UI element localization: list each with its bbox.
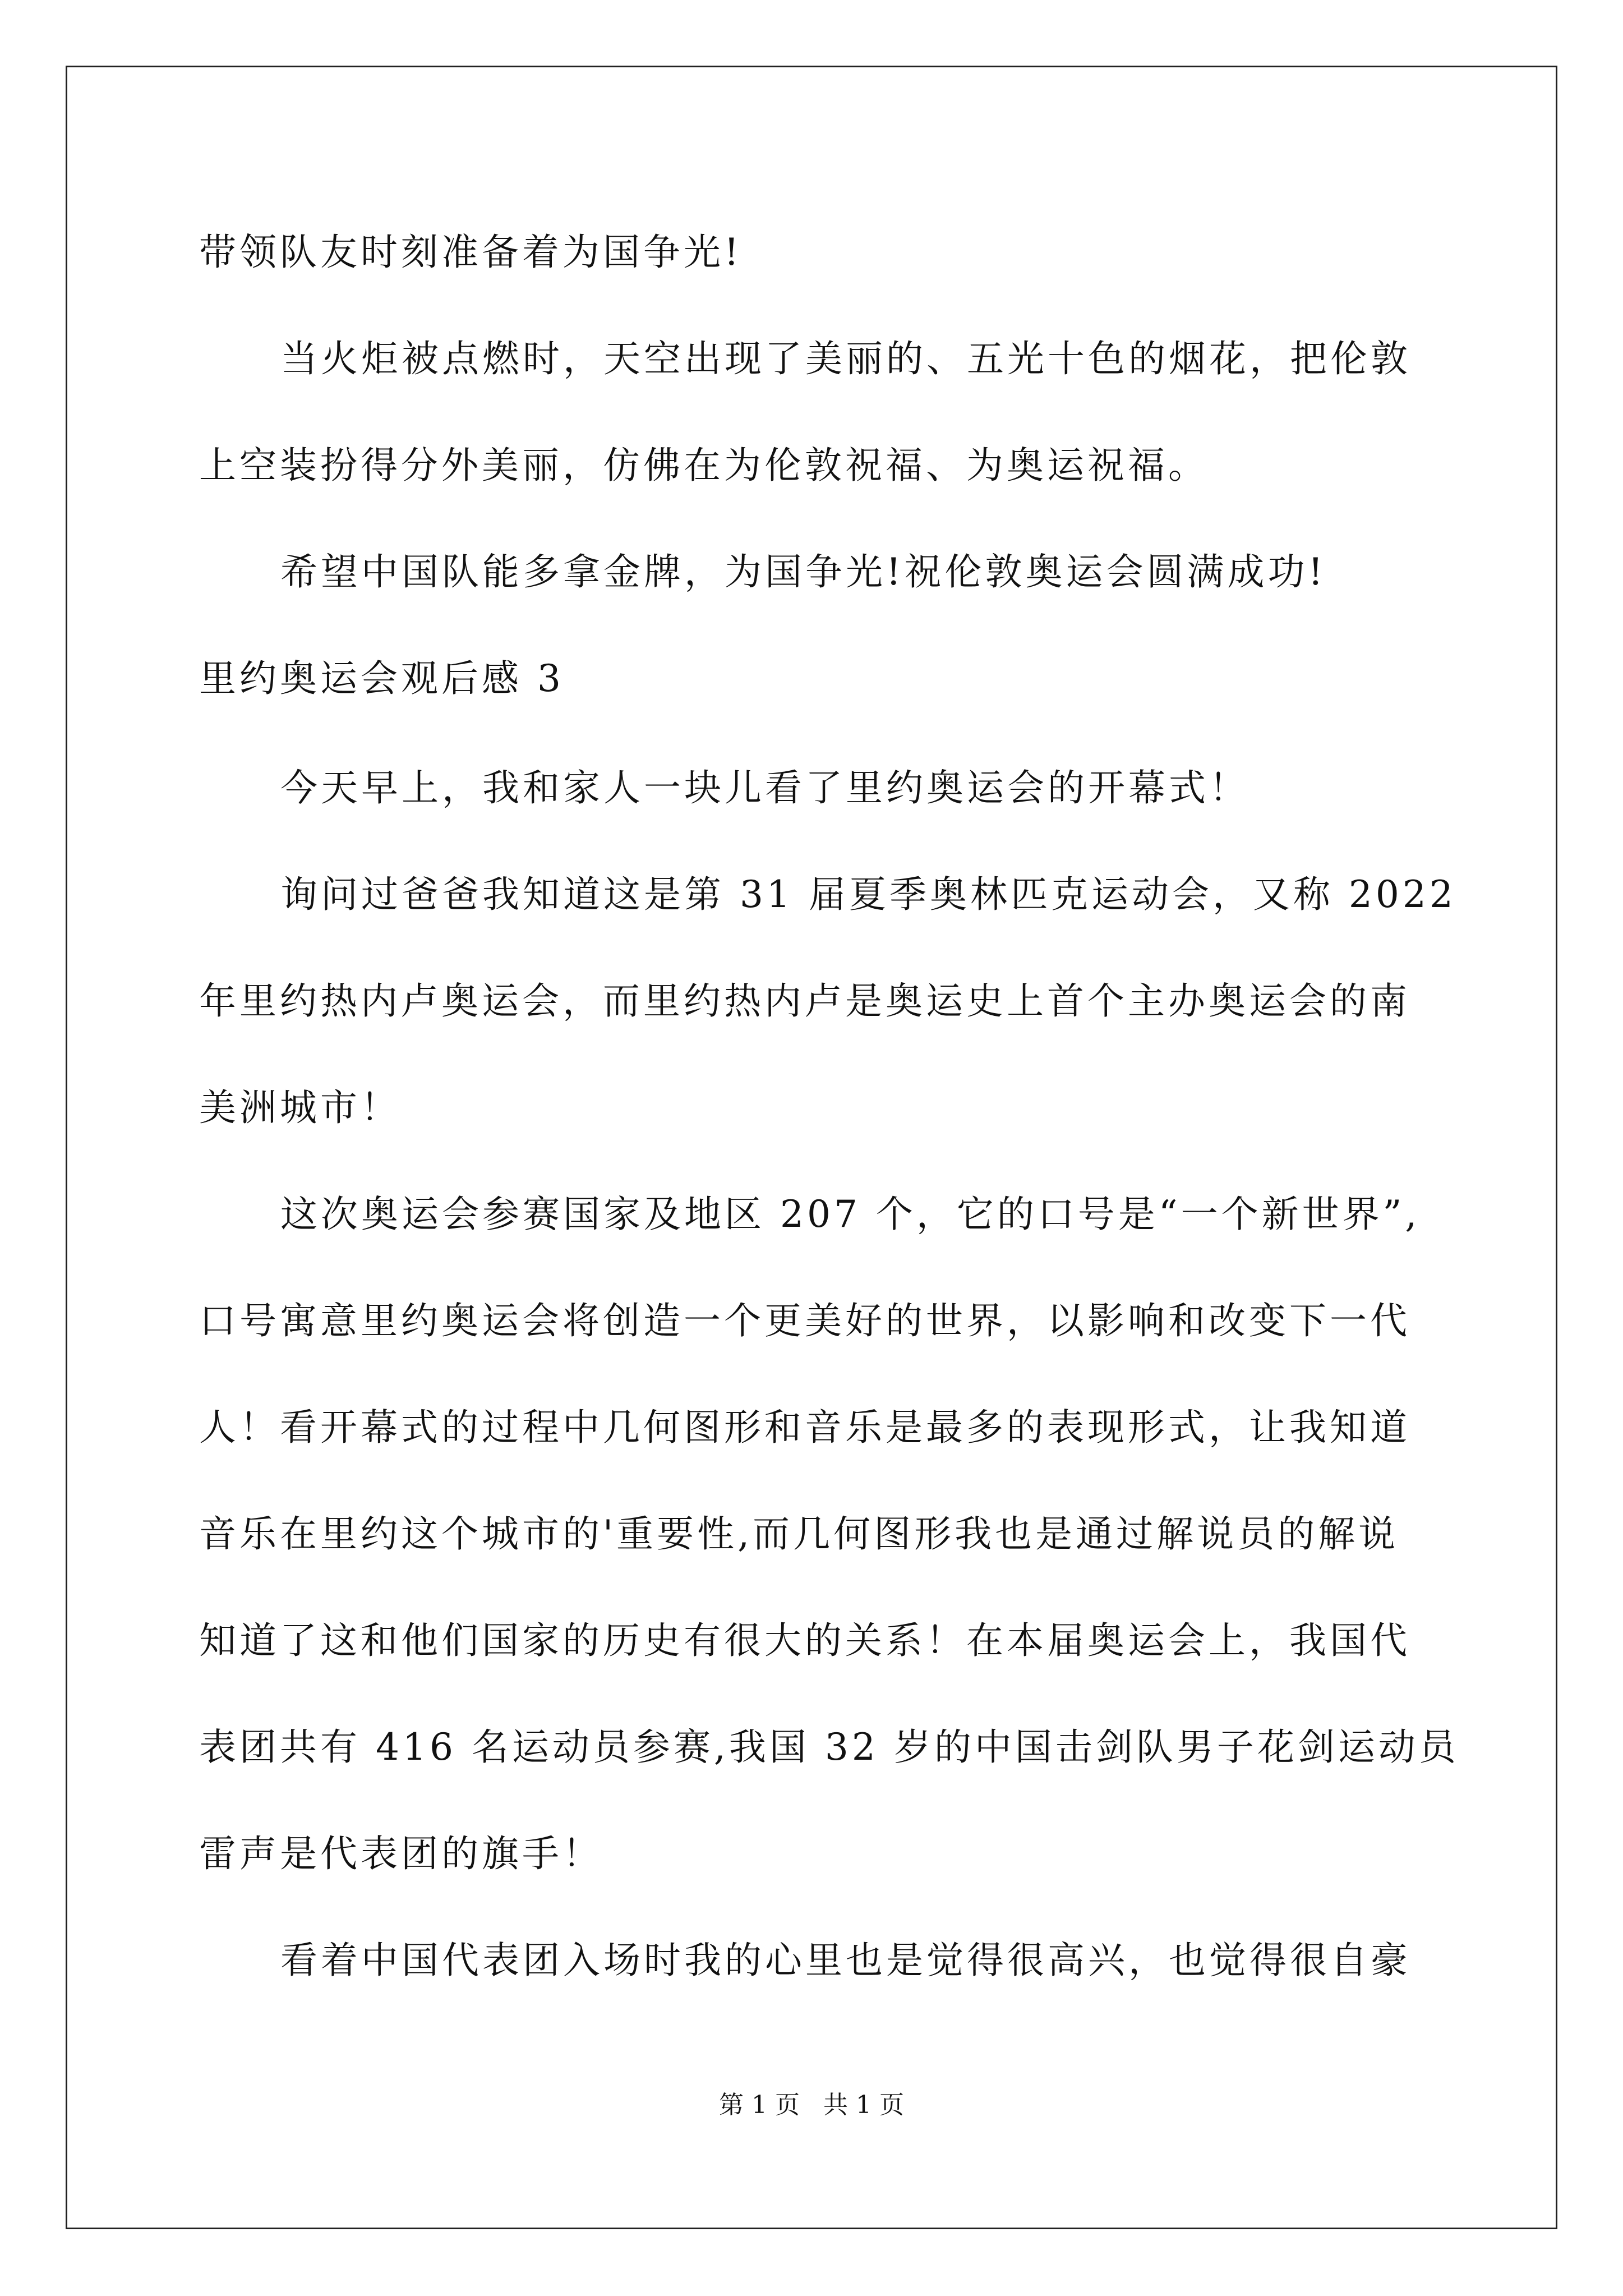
paragraph-line: 美洲城市！ — [199, 1086, 401, 1129]
paragraph-line: 年里约热内卢奥运会，而里约热内卢是奥运史上首个主办奥运会的南 — [199, 979, 1410, 1023]
paragraph-line: 希望中国队能多拿金牌，为国争光!祝伦敦奥运会圆满成功! — [280, 550, 1327, 593]
paragraph-line: 表团共有 416 名运动员参赛,我国 32 岁的中国击剑队男子花剑运动员 — [199, 1726, 1459, 1769]
paragraph-line: 询问过爸爸我知道这是第 31 届夏季奥林匹克运动会，又称 2022 — [280, 873, 1456, 916]
paragraph-line: 这次奥运会参赛国家及地区 207 个，它的口号是“一个新世界”, — [280, 1193, 1421, 1236]
paragraph-line: 口号寓意里约奥运会将创造一个更美好的世界，以影响和改变下一代 — [199, 1299, 1410, 1342]
paragraph-line: 音乐在里约这个城市的'重要性,而几何图形我也是通过解说员的解说 — [199, 1512, 1399, 1556]
paragraph-line: 人！看开幕式的过程中几何图形和音乐是最多的表现形式，让我知道 — [199, 1406, 1410, 1449]
page-border — [66, 66, 1557, 2229]
paragraph-line: 雷声是代表团的旗手！ — [199, 1832, 603, 1875]
paragraph-line: 当火炬被点燃时，天空出现了美丽的、五光十色的烟花，把伦敦 — [280, 337, 1411, 380]
paragraph-line: 今天早上，我和家人一块儿看了里约奥运会的开幕式！ — [280, 766, 1249, 809]
section-heading: 里约奥运会观后感 3 — [199, 657, 564, 700]
paragraph-line: 带领队友时刻准备着为国争光! — [199, 231, 743, 274]
page-footer: 第 1 页 共 1 页 — [719, 2091, 904, 2119]
paragraph-line: 看着中国代表团入场时我的心里也是觉得很高兴，也觉得很自豪 — [280, 1939, 1411, 1982]
paragraph-line: 上空装扮得分外美丽，仿佛在为伦敦祝福、为奥运祝福。 — [199, 444, 1209, 487]
paragraph-line: 知道了这和他们国家的历史有很大的关系！在本届奥运会上，我国代 — [199, 1619, 1410, 1662]
